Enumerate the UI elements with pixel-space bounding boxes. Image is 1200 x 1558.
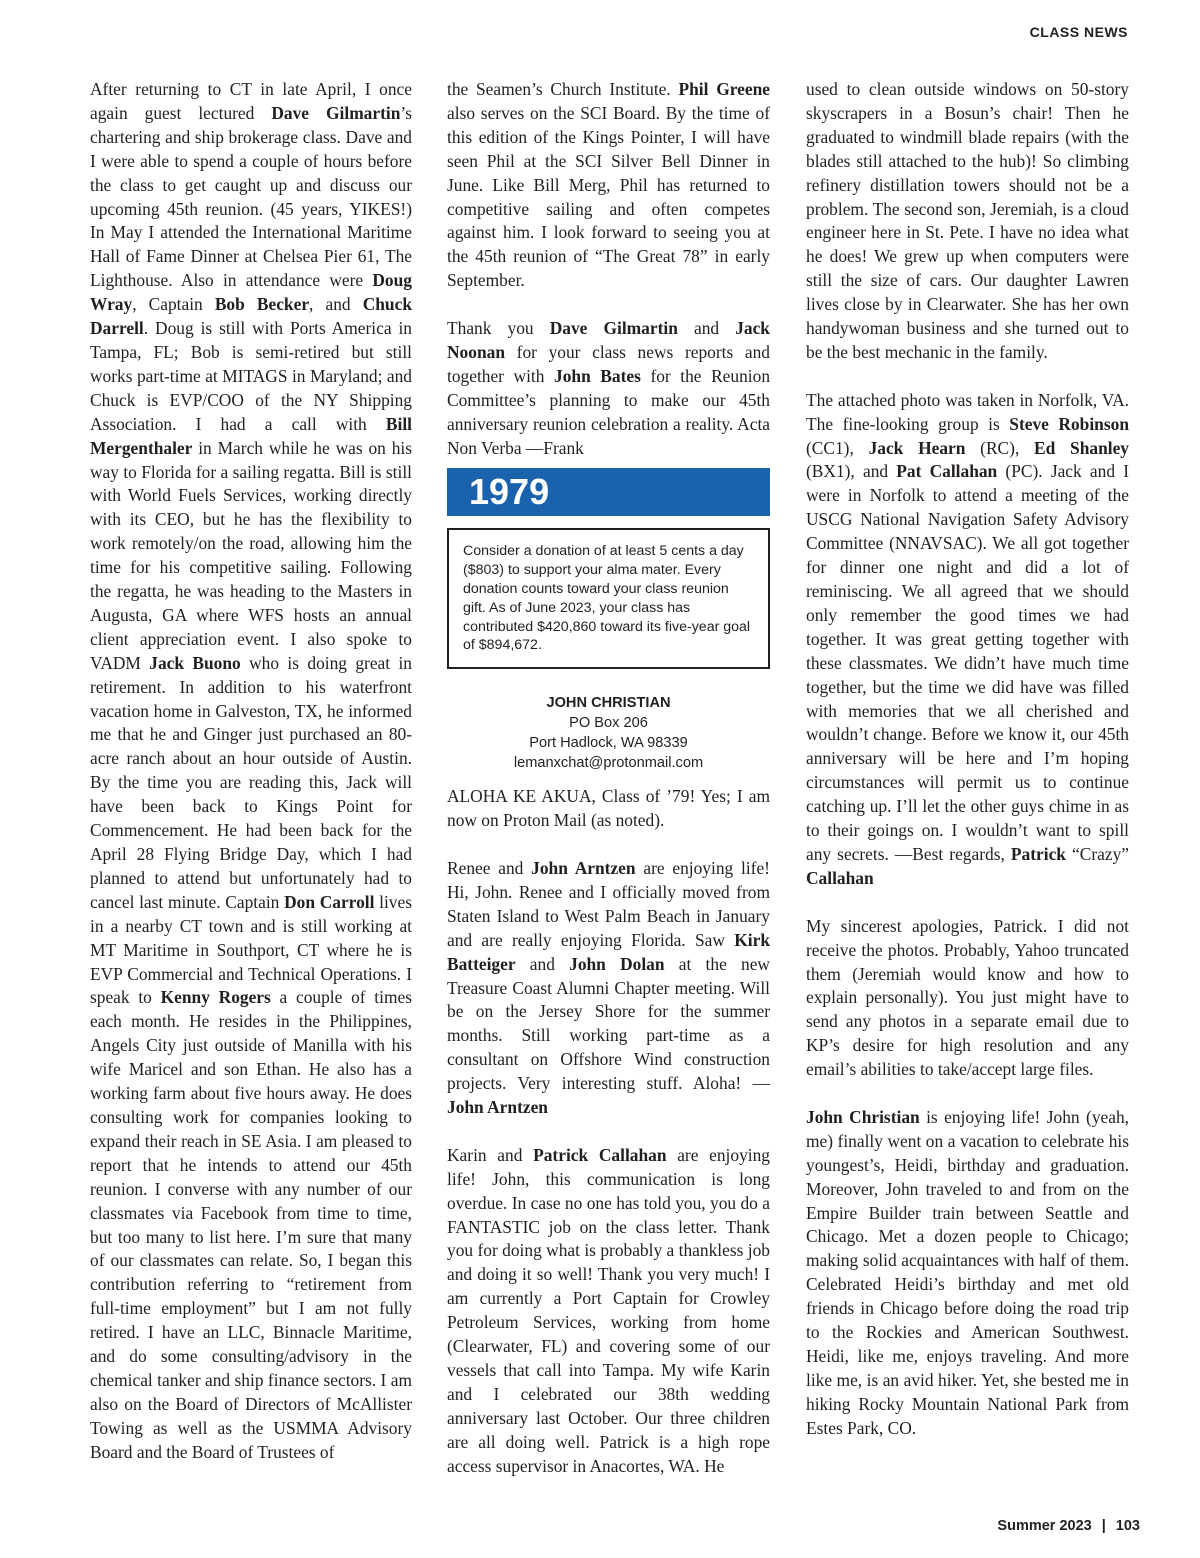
person-name: Jack Hearn (868, 437, 966, 458)
column-1 (90, 78, 412, 1465)
person-name: Patrick Callahan (533, 1144, 667, 1165)
footer-separator: | (1101, 1518, 1106, 1534)
paragraph: the Seamen’s Church Institute. Phil Greene also serves on the SCI Board. By the time of this edition of the Kings Pointer, I will have seen Phil at the SCI Silver Bell Dinner in June. Like Bill Merg, Phil has returned to competitive sailing and often competes against him. I look forward to seeing you at the 45th reunion of “The Great 78” in early September. (447, 79, 770, 291)
person-name: Dave Gilmartin (271, 102, 401, 123)
page-footer (997, 1518, 1140, 1534)
paragraph: My sincerest apologies, Patrick. I did not receive the photos. Probably, Yahoo truncated them (Jeremiah would know and how to explain personally). You just might have to send any photos in a separate email due to KP’s desire for high resolution and any email’s abilities to take/accept large files. (806, 915, 1129, 1080)
paragraph: The attached photo was taken in Norfolk, VA. The fine-looking group is Steve Robinson (CC1), Jack Hearn (RC), Ed Shanley (BX1), and Pat Callahan (PC). Jack and I were in Norfolk to attend a meeting of the USCG National Navigation Safety Advisory Committee (NNAVSAC). We all got together for dinner one night and did a lot of reminiscing. We all agreed that we should only remember the good times we had together. It was great getting together with these classmates. We didn’t have much time together, but the time we did have was filled with memories that we all cherished and wouldn’t change. Before we know it, our 45th anniversary will be here and I’m hoping circumstances will permit us to continue catching up. I’ll let the other guys chime in as to their goings on. I wouldn’t want to spill any secrets. —Best regards, Patrick “Crazy” Callahan (806, 389, 1130, 888)
person-name: Kenny Rogers (160, 987, 271, 1008)
person-name: John Christian (806, 1106, 920, 1127)
paragraph: Renee and John Arntzen are enjoying life! Hi, John. Renee and I officially moved from Staten Island to West Palm Beach in January and are really enjoying Florida. Saw Kirk Batteiger and John Dolan at the new Treasure Coast Alumni Chapter meeting. Will be on the Jersey Shore for the summer months. Still working part-time as a consultant on Offshore Wind construction projects. Very interesting stuff. Aloha! — John Arntzen (447, 857, 770, 1118)
person-name: John Arntzen (447, 1097, 548, 1118)
person-name: Phil Greene (678, 79, 770, 99)
person-name: Callahan (806, 867, 874, 888)
paragraph: Thank you Dave Gilmartin and Jack Noonan for your class news reports and together with John Bates for the Reunion Committee’s planning to make our 45th anniversary reunion celebration a reality. Acta Non Verba —Frank (447, 318, 771, 458)
section-header: CLASS NEWS (1029, 24, 1128, 40)
contact-address-line: Port Hadlock, WA 98339 (529, 735, 688, 752)
person-name: Don Carroll (284, 891, 375, 912)
donation-callout: Consider a donation of at least 5 cents a day ($803) to support your alma mater. Every donation counts toward your class reunion gift. As of June 2023, your class has contributed $420,860 toward its five-year goal of $894,672. (447, 528, 770, 669)
person-name: Bill Mergenthaler (90, 413, 412, 458)
paragraph: used to clean outside windows on 50-story skyscrapers in a Bosun’s chair! Then he graduated to windmill blade repairs (with the blades still attached to the hub)! So climbing refinery distillation towers should not be a problem. The second son, Jeremiah, is a cloud engineer here in St. Pete. I have no idea what he does! We grew up when computers were still the size of cars. Our daughter Lawren lives close by in Clearwater. She has her own handywoman business and she turned out to be the best mechanic in the family. (806, 79, 1129, 362)
person-name: Doug Wray (90, 270, 412, 315)
person-name: Dave Gilmartin (549, 318, 678, 339)
person-name: Chuck Darrell (90, 294, 412, 339)
contact-name: JOHN CHRISTIAN (546, 695, 671, 712)
class-contact (447, 693, 770, 773)
class-year-banner: 1979 (447, 468, 770, 516)
person-name: Bob Becker (214, 294, 310, 315)
person-name: John Bates (554, 365, 641, 386)
person-name: Patrick (1010, 843, 1066, 864)
column-3 (806, 78, 1129, 1441)
person-name: John Arntzen (531, 857, 636, 878)
page-number: 103 (1115, 1518, 1140, 1534)
paragraph: ALOHA KE AKUA, Class of ’79! Yes; I am now on Proton Mail (as noted). (447, 786, 770, 831)
person-name: Kirk Batteiger (447, 929, 770, 974)
person-name: Ed Shanley (1034, 437, 1129, 458)
contact-email[interactable]: lemanxchat@protonmail.com (513, 755, 704, 772)
paragraph: John Christian is enjoying life! John (yeah, me) finally went on a vacation to celebrate his youngest’s, Heidi, birthday and graduation. Moreover, John traveled to and from on the Empire Builder train between Seattle and Chicago. Met a dozen people to Chicago; making solid acquaintances with half of them. Celebrated Heidi’s birthday and met old friends in Chicago before doing the road trip to the Rockies and American Southwest. Heidi, like me, enjoys traveling. And more like me, is an avid hiker. Yet, she bested me in hiking Rocky Mountain National Park from Estes Park, CO. (806, 1106, 1129, 1438)
person-name: Steve Robinson (1009, 413, 1129, 434)
person-name: Jack Buono (149, 652, 241, 673)
person-name: Pat Callahan (896, 461, 998, 482)
paragraph: Karin and Patrick Callahan are enjoying life! John, this communication is long overdue. In case no one has told you, you do a FANTASTIC job on the class letter. Thank you for doing what is probably a thankless job and doing it so well! Thank you very much! I am currently a Port Captain for Crowley Petroleum Services, working from home (Clearwater, FL) and covering some of our vessels that call into Tampa. My wife Karin and I celebrated our 38th wedding anniversary last October. Our three children are all doing well. Patrick is a high rope access supervisor in Anacortes, WA. He (447, 1144, 770, 1476)
column-2 (447, 78, 770, 1479)
person-name: Jack Noonan (447, 318, 770, 362)
paragraph: After returning to CT in late April, I once again guest lectured Dave Gilmartin’s chartering and ship brokerage class. Dave and I were able to spend a couple of hours before the class to get caught up and discuss our upcoming 45th reunion. (45 years, YIKES!) In May I attended the International Maritime Hall of Fame Dinner at Chelsea Pier 61, The Lighthouse. Also in attendance were Doug Wray, Captain Bob Becker, and Chuck Darrell. Doug is still with Ports America in Tampa, FL; Bob is semi-retired but still works part-time at MITAGS in Maryland; and Chuck is EVP/COO of the NY Shipping Association. I had a call with Bill Mergenthaler in March while he was on his way to Florida for a sailing regatta. Bill is still with World Fuels Services, working directly with its CEO, but he has the flexibility to work remotely/on the road, allowing him the time for his competitive sailing. Following the regatta, he was heading to the Masters in Augusta, GA where WFS hosts an annual client appreciation event. I also spoke to VADM Jack Buono who is doing great in retirement. In addition to his waterfront vacation home in Galveston, TX, he informed me that he and Ginger just purchased an 80-acre ranch about an hour outside of Austin. By the time you are reading this, Jack will have been back to Kings Point for Commencement. He had been back for the April 28 Flying Bridge Day, which I had planned to attend but unfortunately had to cancel last minute. Captain Don Carroll lives in a nearby CT town and is still working at MT Maritime in Southport, CT where he is EVP Commercial and Technical Operations. I speak to Kenny Rogers a couple of times each month. He resides in the Philippines, Angels City just outside of Manilla with his wife Maricel and son Ethan. He also has a working farm about five hours away. He does consulting work for companies looking to expand their reach in SE Asia. I am pleased to report that he intends to attend our 45th reunion. I converse with any number of our classmates via Facebook from time to time, but too many to list here. I’m sure that many of our classmates can relate. So, I began this contribution referring to “retirement from full-time employment” but I am not fully retired. I have an LLC, Binnacle Maritime, and do some consulting/advisory in the chemical tanker and ship finance sectors. I am also on the Board of Directors of McAllister Towing as well as the USMMA Advisory Board and the Board of Trustees of (90, 79, 412, 1462)
issue-label: Summer 2023 (997, 1518, 1092, 1534)
person-name: John Dolan (569, 953, 665, 974)
contact-address-line: PO Box 206 (569, 715, 648, 732)
